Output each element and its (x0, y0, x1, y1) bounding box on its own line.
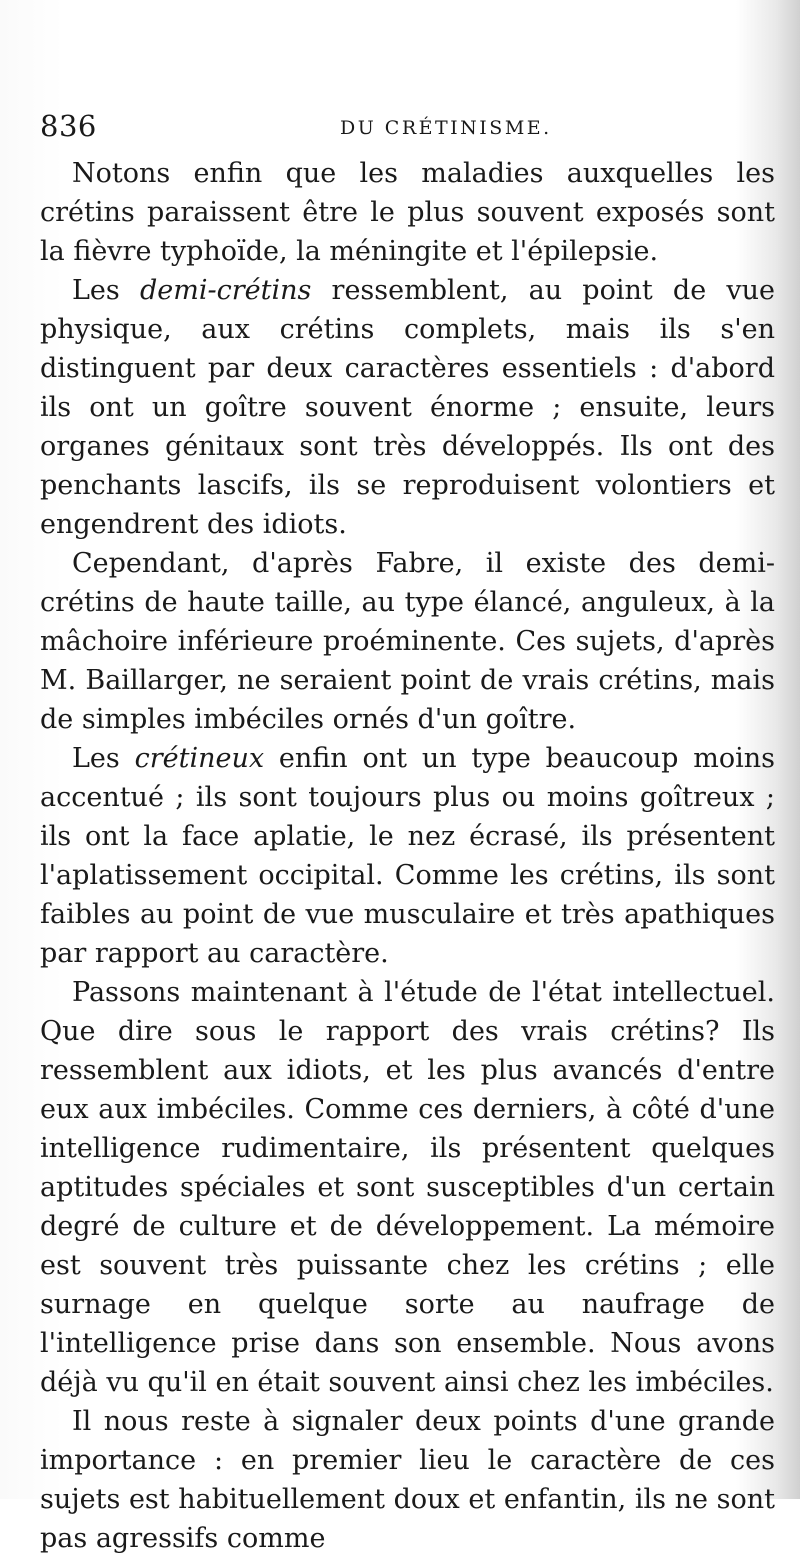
paragraph-etat-intellectuel: Passons maintenant à l'étude de l'état intellectuel. Que dire sous le rapport des vrais crétins? Ils ressemblent aux idiots, et les plus avancés d'entre eux aux imbéciles. Comme ces derniers, à côté d'une intelligence rudimentaire, ils présentent quelques aptitudes spéciales et sont susceptibles d'un certain degré de culture et de développement. La mémoire est souvent très puissante chez les crétins ; elle surnage en quelque sorte au naufrage de l'intelligence prise dans son ensemble. Nous avons déjà vu qu'il en était souvent ainsi chez les imbéciles. (40, 977, 775, 1398)
paragraph-caractere: Il nous reste à signaler deux points d'une grande importance : en premier lieu le caractère de ces sujets est habituellement doux et enfantin, ils ne sont pas agressifs comme (40, 1406, 775, 1554)
paragraph-cretineux (40, 739, 775, 973)
paragraph-fabre: Cependant, d'après Fabre, il existe des demi-crétins de haute taille, au type élancé, anguleux, à la mâchoire inférieure proéminente. Ces sujets, d'après M. Baillarger, ne seraient point de vrais crétins, mais de simples imbéciles ornés d'un goître. (40, 548, 775, 735)
running-title: DU CRÉTINISME. (340, 117, 552, 139)
paragraph-rest: ressemblent, au point de vue physique, aux crétins complets, mais ils s'en distinguent par deux caractères essentiels : d'abord ils ont un goître souvent énorme ; ensuite, leurs organes génitaux sont très développés. Ils ont des penchants lascifs, ils se reproduisent volontiers et engendrent des idiots. (40, 275, 775, 540)
paragraph-lead: Les (72, 275, 140, 306)
page-number: 836 (40, 109, 97, 143)
paragraph-demi-cretins (40, 271, 775, 544)
term-cretineux: crétineux (134, 743, 265, 774)
paragraph-rest: enfin ont un type beaucoup moins accentué ; ils sont toujours plus ou moins goîtreux ; ils ont la face aplatie, le nez écrasé, ils présentent l'aplatissement occipital. Comme les crétins, ils sont faibles au point de vue musculaire et très apathiques par rapport au caractère. (40, 743, 775, 969)
paragraph-maladies: Notons enfin que les maladies auxquelles les crétins paraissent être le plus souvent exposés sont la fièvre typhoïde, la méningite et l'épilepsie. (40, 158, 775, 267)
term-demi-cretins: demi-crétins (139, 275, 312, 306)
body-text (40, 154, 775, 1558)
page-header (40, 104, 770, 148)
paragraph-lead: Les (72, 743, 135, 774)
